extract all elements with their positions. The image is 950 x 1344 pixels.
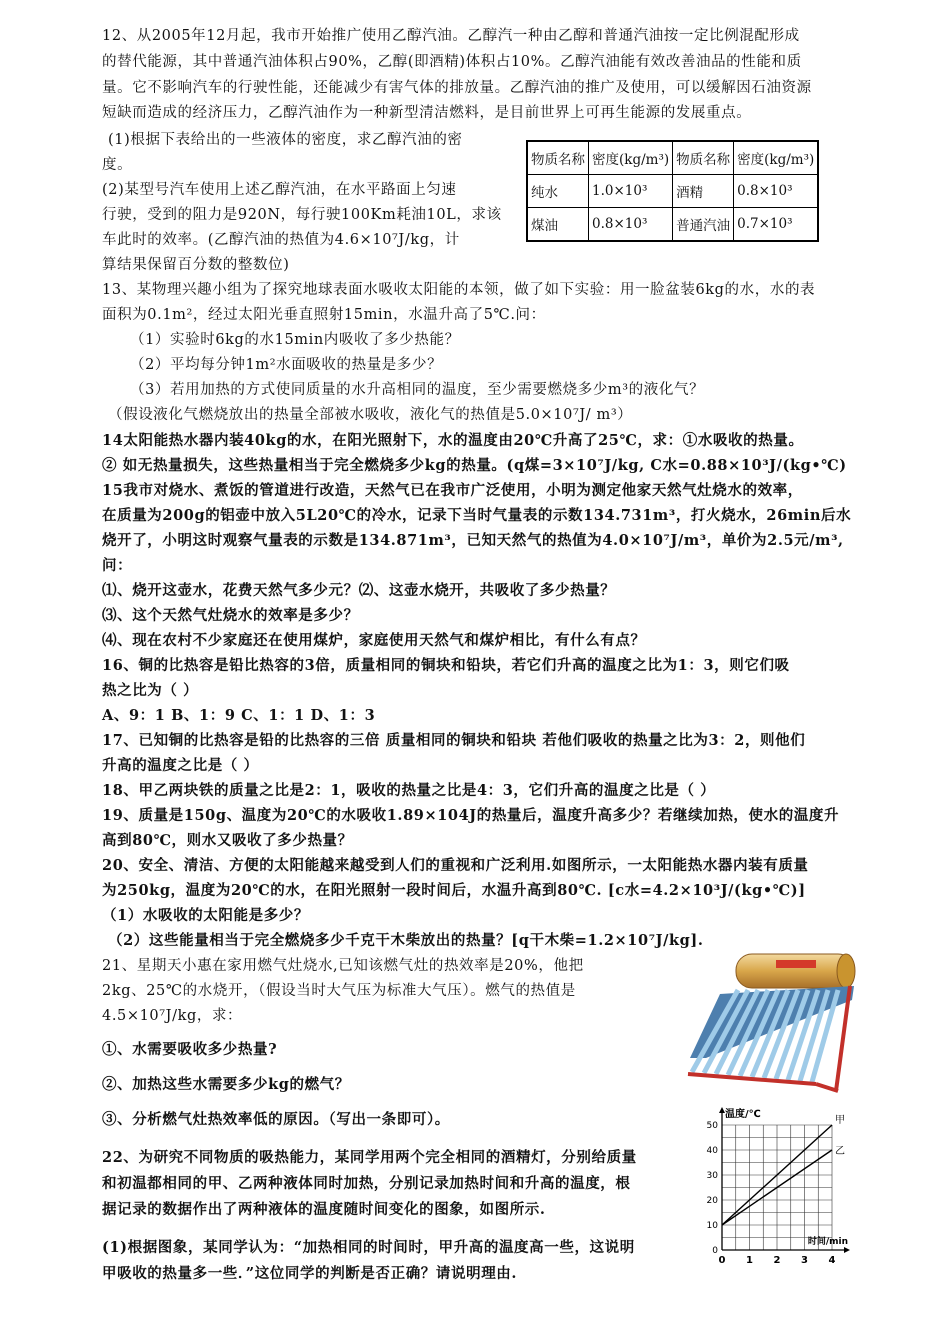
text-line: 22、为研究不同物质的吸热能力，某同学用两个完全相同的酒精灯，分别给质量 xyxy=(102,1149,637,1166)
text-line: ②、加热这些水需要多少kg的燃气？ xyxy=(102,1076,350,1093)
text-line: （2）平均每分钟1m²水面吸收的热量是多少？ xyxy=(130,357,443,373)
text-line: 算结果保留百分数的整数位) xyxy=(102,257,290,273)
text-line: 21、星期天小惠在家用燃气灶烧水,已知该燃气灶的热效率是20%，他把 xyxy=(102,958,584,974)
text-line: 在质量为200g的铝壶中放入5L20℃的冷水，记录下当时气量表的示数134.731m³，打火烧水，26min后水 xyxy=(102,507,852,524)
text-line: A、9：1 B、1：9 C、1：1 D、1：3 xyxy=(102,707,376,724)
density-table xyxy=(526,140,819,242)
y-tick-label: 40 xyxy=(706,1146,718,1156)
table-cell: 纯水 xyxy=(527,175,589,208)
table-cell: 煤油 xyxy=(527,208,589,242)
temperature-time-chart xyxy=(700,1105,860,1270)
chart-axes xyxy=(719,1107,850,1253)
text-line: ①、水需要吸收多少热量? xyxy=(102,1041,278,1058)
text-line: ② 如无热量损失，这些热量相当于完全燃烧多少kg的热量。(q煤=3×10⁷J/kg, C水=0.88×10³J/(kg•℃) xyxy=(102,457,847,474)
table-row xyxy=(527,208,818,242)
text-line: 20、安全、清洁、方便的太阳能越来越受到人们的重视和广泛利用.如图所示，一太阳能热水器内装有质量 xyxy=(102,857,809,874)
text-line: 量。它不影响汽车的行驶性能，还能减少有害气体的排放量。乙醇汽油的推广及使用，可以缓解因石油资源 xyxy=(102,80,812,96)
table-header-cell: 物质名称 xyxy=(673,141,734,175)
text-line: （1）水吸收的太阳能是多少？ xyxy=(102,907,309,924)
y-axis-label: 温度/℃ xyxy=(725,1109,761,1120)
x-tick-label: 2 xyxy=(773,1255,781,1266)
text-line: 热之比为（ ） xyxy=(102,682,199,699)
text-line: 16、铜的比热容是铅比热容的3倍，质量相同的铜块和铅块，若它们升高的温度之比为1：3，则它们吸 xyxy=(102,657,790,674)
x-tick-label: 3 xyxy=(801,1255,808,1266)
text-line: 烧开了，小明这时观察气量表的示数是134.871m³，已知天然气的热值为4.0×10⁷J/m³，单价为2.5元/m³, xyxy=(102,532,844,549)
text-line: （1）实验时6kg的水15min内吸收了多少热能？ xyxy=(130,332,460,348)
table-cell: 酒精 xyxy=(673,175,734,208)
table-header-cell: 密度(kg/m³) xyxy=(589,141,673,175)
y-tick-label: 30 xyxy=(706,1171,718,1181)
table-header-cell: 物质名称 xyxy=(527,141,589,175)
y-tick-label: 0 xyxy=(712,1246,718,1256)
text-line: （3）若用加热的方式使同质量的水升高相同的温度，至少需要燃烧多少m³的液化气？ xyxy=(130,382,705,398)
table-header-cell: 密度(kg/m³) xyxy=(734,141,819,175)
y-tick-label: 10 xyxy=(706,1221,718,1231)
text-line: 短缺而造成的经济压力，乙醇汽油作为一种新型清洁燃料，是目前世界上可再生能源的发展重点。 xyxy=(102,105,752,121)
table-row xyxy=(527,141,818,175)
text-line: (1)根据图象，某同学认为：“加热相同的时间时，甲升高的温度高一些，这说明 xyxy=(102,1239,635,1256)
text-line: 15我市对烧水、煮饭的管道进行改造，天然气已在我市广泛使用，小明为测定他家天然气灶烧水的效率， xyxy=(102,482,803,499)
y-tick-label: 50 xyxy=(706,1121,718,1131)
text-line: 车此时的效率。(乙醇汽油的热值为4.6×10⁷J/kg，计 xyxy=(102,232,460,248)
x-tick-label: 1 xyxy=(746,1255,753,1266)
text-line: 18、甲乙两块铁的质量之比是2：1，吸收的热量之比是4：3，它们升高的温度之比是（ ） xyxy=(102,782,716,799)
x-tick-label: 0 xyxy=(718,1255,726,1266)
text-line: （假设液化气燃烧放出的热量全部被水吸收，液化气的热值是5.0×10⁷J/ m³） xyxy=(108,407,633,423)
text-line: 13、某物理兴趣小组为了探究地球表面水吸收太阳能的本领，做了如下实验：用一脸盆装6kg的水，水的表 xyxy=(102,282,816,298)
text-line: 和初温都相同的甲、乙两种液体同时加热，分别记录加热时间和升高的温度，根 xyxy=(102,1175,631,1192)
y-tick-label: 20 xyxy=(706,1196,718,1206)
text-line: (1)根据下表给出的一些液体的密度，求乙醇汽油的密 xyxy=(108,132,463,148)
text-line: 面积为0.1m²，经过太阳光垂直照射15min，水温升高了5℃.问： xyxy=(102,307,546,323)
text-line: ⑷、现在农村不少家庭还在使用煤炉，家庭使用天然气和煤炉相比，有什么有点？ xyxy=(102,632,646,649)
text-line: 据记录的数据作出了两种液体的温度随时间变化的图象，如图所示. xyxy=(102,1201,546,1218)
text-line: 甲吸收的热量多一些．”这位同学的判断是否正确？请说明理由. xyxy=(102,1265,518,1282)
text-line: 行驶，受到的阻力是920N，每行驶100Km耗油10L，求该 xyxy=(102,207,502,223)
text-line: ③、分析燃气灶热效率低的原因。（写出一条即可）。 xyxy=(102,1111,450,1128)
text-line: ⑶、这个天然气灶烧水的效率是多少？ xyxy=(102,607,359,624)
solar-water-heater-image xyxy=(676,946,866,1096)
table-row xyxy=(527,175,818,208)
text-line: 为250kg，温度为20℃的水，在阳光照射一段时间后，水温升高到80℃. [c水=4.2×10³J/(kg•℃)] xyxy=(102,882,806,899)
table-cell: 1.0×10³ xyxy=(589,175,673,208)
text-line: 14太阳能热水器内装40kg的水，在阳光照射下，水的温度由20℃升高了25℃，求：①水吸收的热量。 xyxy=(102,432,804,449)
table-cell: 0.8×10³ xyxy=(734,175,819,208)
text-line: 度。 xyxy=(102,157,133,173)
text-line: 2kg、25℃的水烧开，（假设当时大气压为标准大气压）。燃气的热值是 xyxy=(102,983,576,999)
table-cell: 普通汽油 xyxy=(673,208,734,242)
table-cell: 0.8×10³ xyxy=(589,208,673,242)
x-tick-label: 4 xyxy=(828,1255,836,1266)
text-line: 4.5×10⁷J/kg，求： xyxy=(102,1008,243,1024)
text-line: 19、质量是150g、温度为20℃的水吸收1.89×104J的热量后，温度升高多少？若继续加热，使水的温度升 xyxy=(102,807,840,824)
series-label: 乙 xyxy=(835,1146,845,1157)
series-label: 甲 xyxy=(835,1115,845,1126)
text-line: 12、从2005年12月起，我市开始推广使用乙醇汽油。乙醇汽一种由乙醇和普通汽油按一定比例混配形成 xyxy=(102,28,800,44)
text-line: (2)某型号汽车使用上述乙醇汽油，在水平路面上匀速 xyxy=(102,182,457,198)
text-line: 高到80℃，则水又吸收了多少热量？ xyxy=(102,832,353,849)
text-line: 17、已知铜的比热容是铅的比热容的三倍 质量相同的铜块和铅块 若他们吸收的热量之比为3：2，则他们 xyxy=(102,732,806,749)
text-line: （2）这些能量相当于完全燃烧多少千克干木柴放出的热量？[q干木柴=1.2×10⁷J/kg]. xyxy=(108,932,704,949)
table-cell: 0.7×10³ xyxy=(734,208,819,242)
x-axis-label: 时间/min xyxy=(807,1237,848,1247)
text-line: 问： xyxy=(102,557,133,574)
text-line: 升高的温度之比是（ ） xyxy=(102,757,259,774)
x-axis-arrow xyxy=(844,1247,850,1253)
text-line: ⑴、烧开这壶水，花费天然气多少元？⑵、这壶水烧开，共吸收了多少热量？ xyxy=(102,582,616,599)
text-line: 的替代能源，其中普通汽油体积占90%，乙醇(即酒精)体积占10%。乙醇汽油能有效改善油品的性能和质 xyxy=(102,54,802,70)
